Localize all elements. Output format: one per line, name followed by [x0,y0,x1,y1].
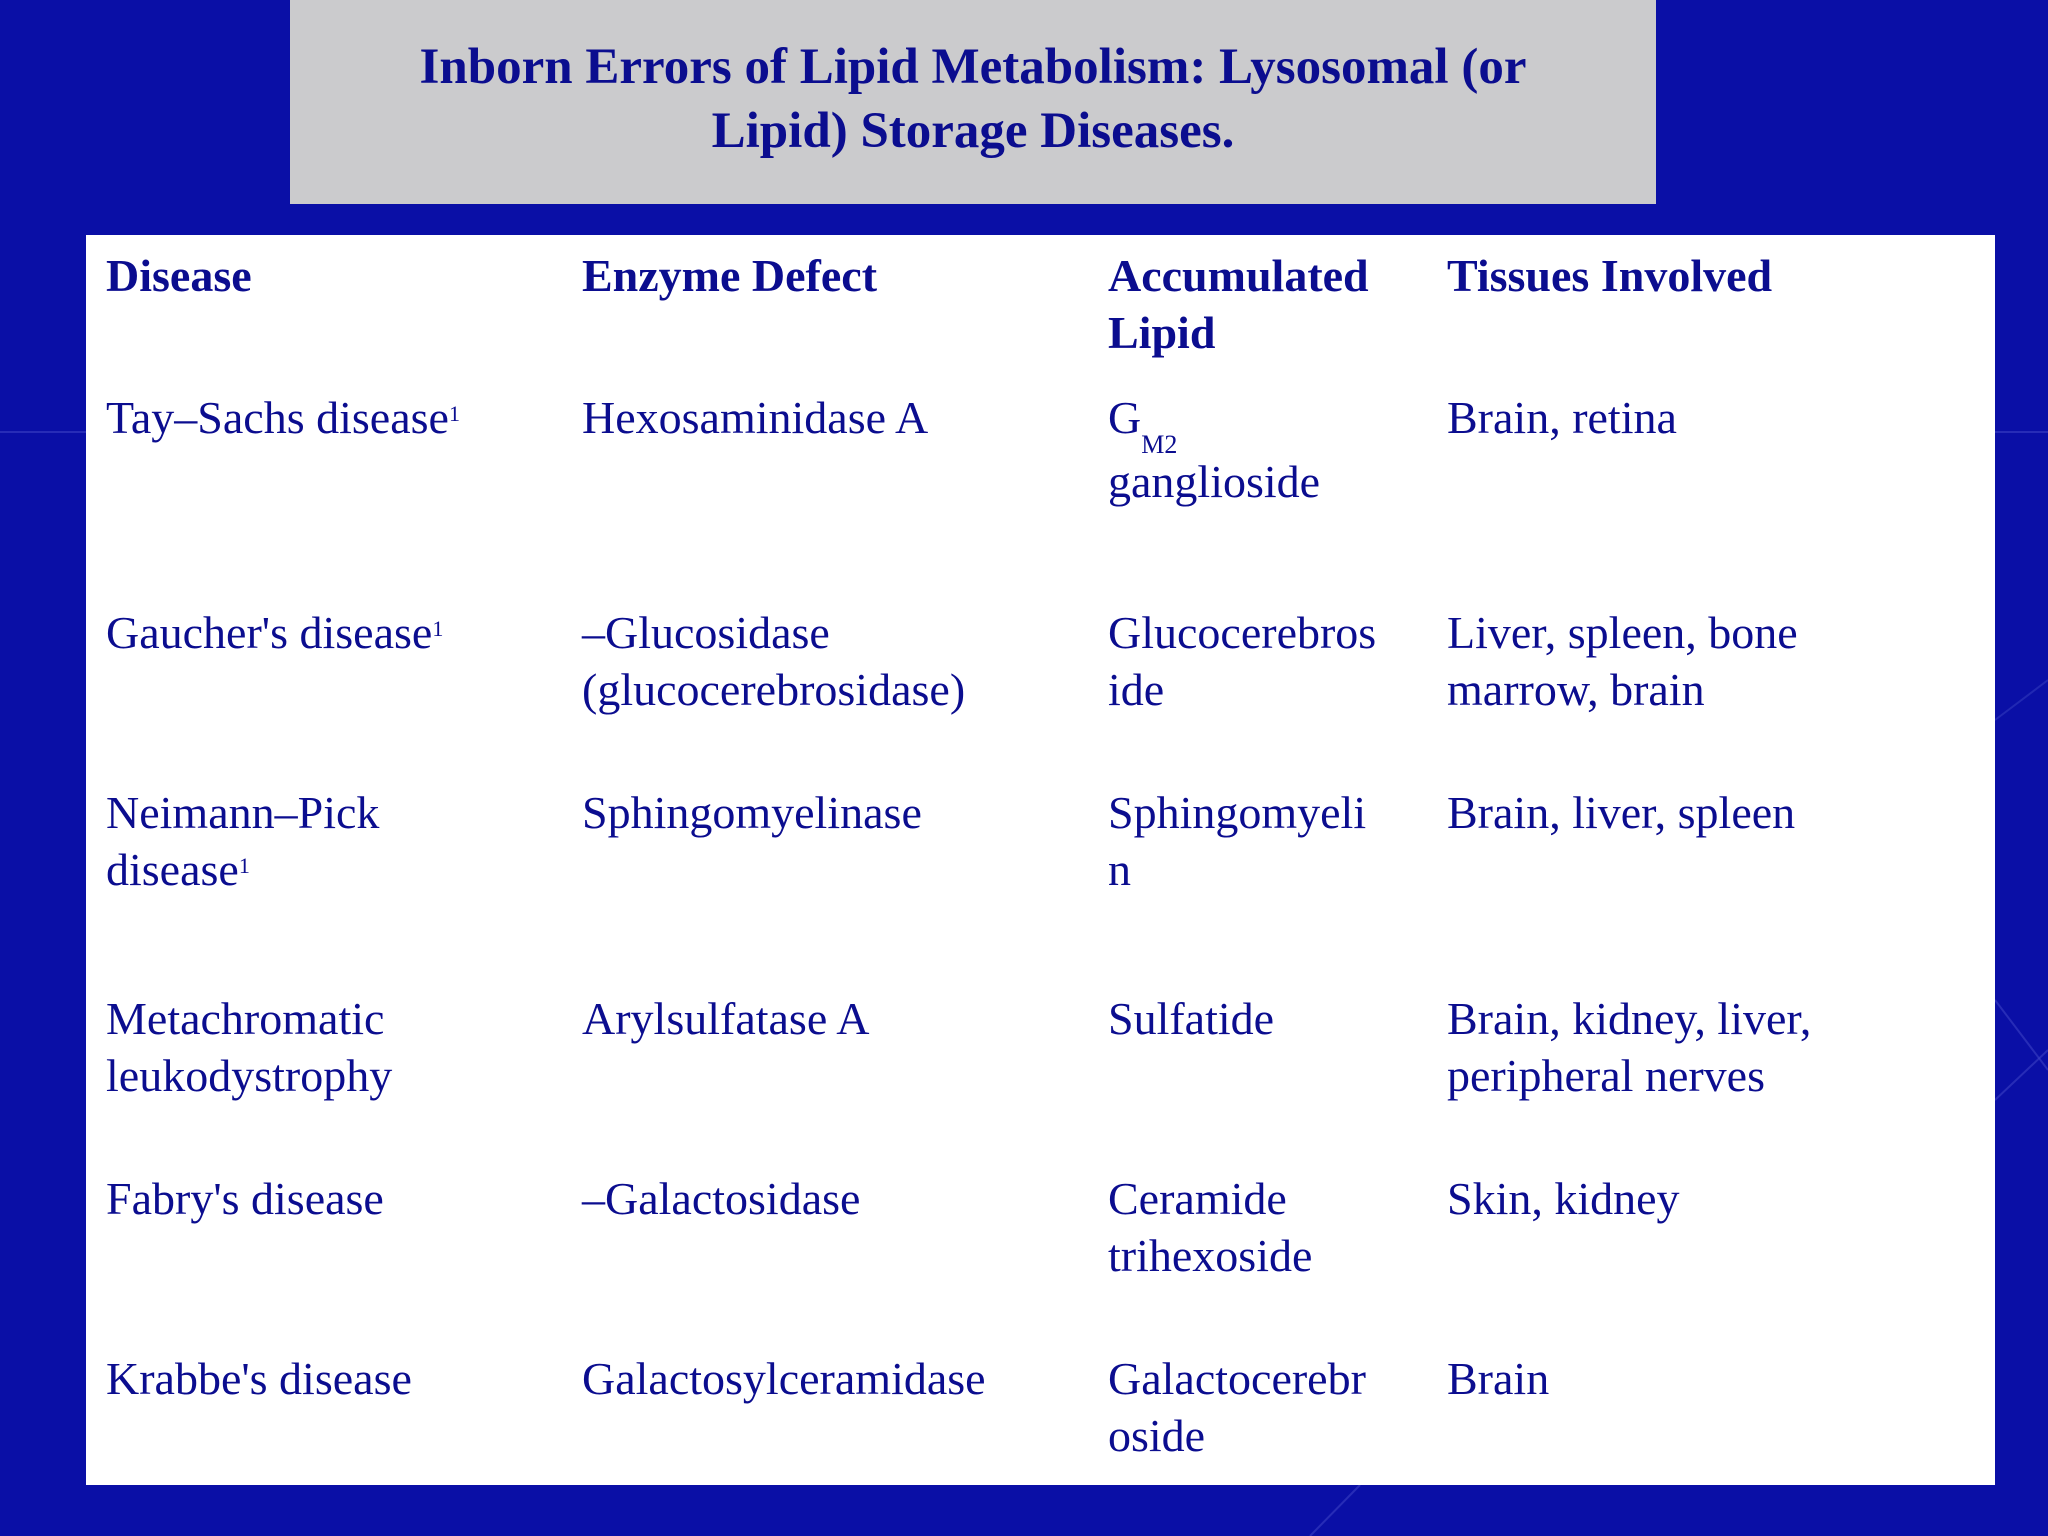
table-row-6-tissues: Brain [1447,1353,1550,1404]
table-row-4-disease: Metachromatic leukodystrophy [106,993,393,1101]
table-row-1-lipid: $G_{M2}$ ganglioside [1108,392,1321,507]
slide-title [343,35,1603,163]
bg-line [1995,1000,2048,1070]
table-row-3-lipid: Sphingomyeli n [1108,787,1367,895]
table-row-6-lipid: Galactocerebr oside [1108,1353,1366,1461]
footnote-marker: 1 [432,616,444,641]
table-row-4-enzyme: Arylsulfatase A [582,993,870,1044]
bg-line [1995,1050,2048,1100]
table-row-5-lipid: Ceramide trihexoside [1108,1173,1313,1281]
table-row-1-tissues: Brain, retina [1447,392,1677,443]
title-banner [290,0,1656,204]
table-row-6-enzyme: Galactosylceramidase [582,1353,986,1404]
bg-line [1310,1485,1360,1536]
table-row-1-disease: Tay–Sachs disease$^1$ [106,392,460,443]
table-row-5-enzyme: –Galactosidase [582,1173,861,1224]
table-row-2-tissues: Liver, spleen, bone marrow, brain [1447,607,1798,715]
title-line-2: Lipid) Storage Diseases. [711,103,1235,159]
table-row-2-enzyme: –Glucosidase (glucocerebrosidase) [582,607,966,715]
table-row-3-disease: Neimann–Pick disease$^1$ [106,787,380,895]
lipid-storage-table [86,235,1995,1485]
table-row-5-disease: Fabry's disease [106,1173,384,1224]
table-row-4-lipid: Sulfatide [1108,993,1275,1044]
header-tissues-involved: Tissues Involved [1447,250,1773,301]
table-row-6-disease: Krabbe's disease [106,1353,412,1404]
header-enzyme-defect: Enzyme Defect [582,250,878,301]
table-row-1-enzyme: Hexosaminidase A [582,392,929,443]
table-row-3-enzyme: Sphingomyelinase [582,787,922,838]
footnote-marker: 1 [238,853,250,878]
subscript: M2 [1141,430,1178,459]
title-line-1: Inborn Errors of Lipid Metabolism: Lysosomal (or [419,39,1527,95]
table-row-5-tissues: Skin, kidney [1447,1173,1680,1224]
table-row-2-lipid: Glucocerebros ide [1108,607,1377,715]
table-row-3-tissues: Brain, liver, spleen [1447,787,1796,838]
header-accumulated-lipid: Accumulated Lipid [1108,250,1369,358]
bg-line [1995,680,2048,720]
table-row-2-disease: Gaucher's disease$^1$ [106,607,444,658]
table-row-4-tissues: Brain, kidney, liver, peripheral nerves [1447,993,1812,1101]
header-disease: Disease [106,250,252,301]
footnote-marker: 1 [448,401,460,426]
